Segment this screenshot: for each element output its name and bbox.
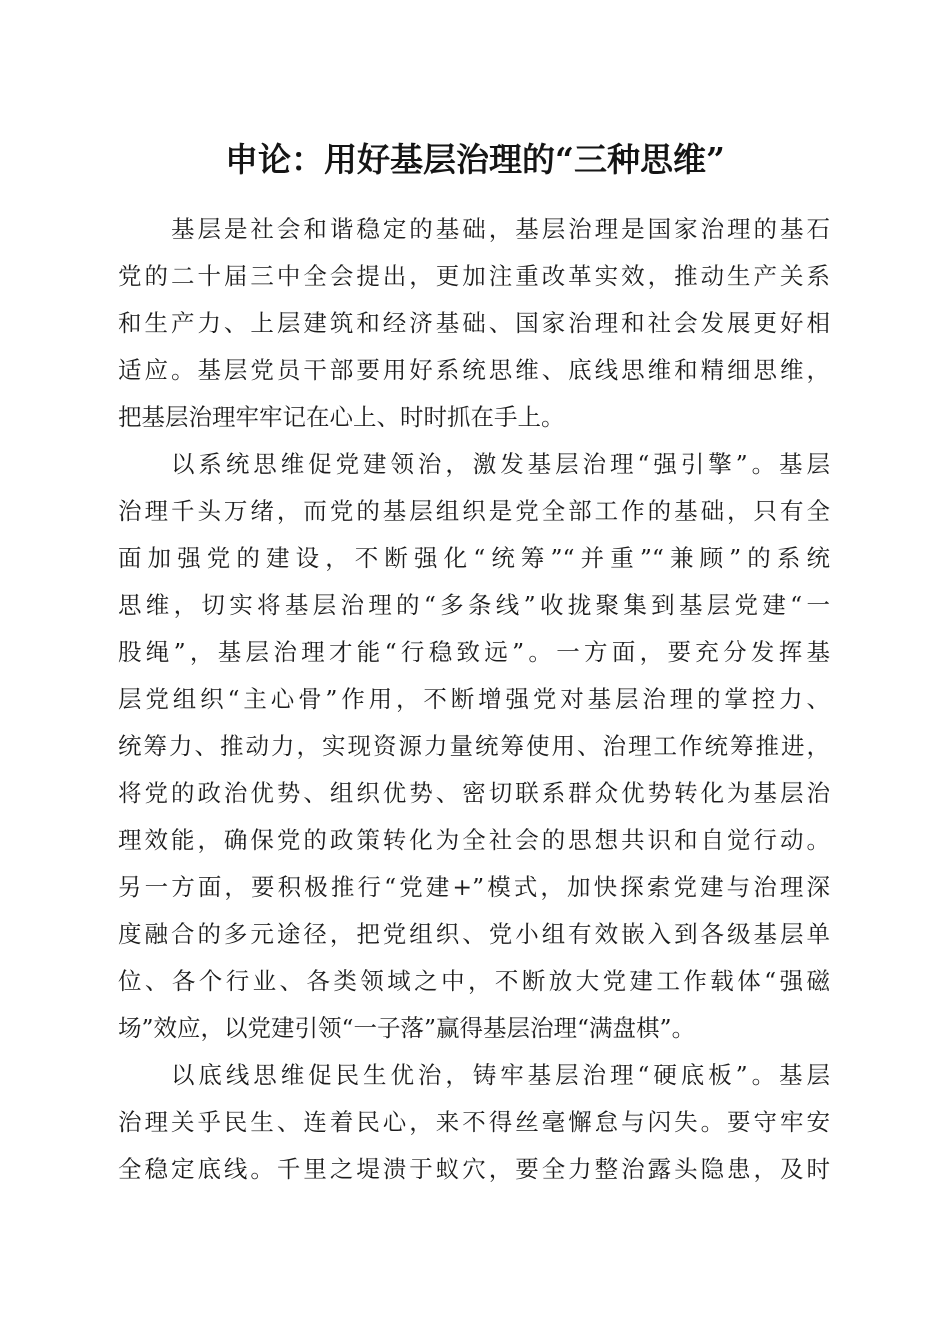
text-line: 治理千头万绪，而党的基层组织是党全部工作的基础，只有全	[118, 497, 830, 525]
text-line: 面加强党的建设，不断强化“统筹”“并重”“兼顾”的系统	[118, 544, 830, 572]
text-line: 层党组织“主心骨”作用，不断增强党对基层治理的掌控力、	[118, 685, 830, 713]
text-line: 度融合的多元途径，把党组织、党小组有效嵌入到各级基层单	[118, 920, 830, 948]
text-line: 将党的政治优势、组织优势、密切联系群众优势转化为基层治	[118, 779, 830, 807]
text-line: 基层是社会和谐稳定的基础，基层治理是国家治理的基石	[171, 215, 830, 243]
paragraph-2	[118, 441, 830, 1052]
text-line: 治理关乎民生、连着民心，来不得丝毫懈怠与闪失。要守牢安	[118, 1108, 830, 1136]
text-line: 把基层治理牢牢记在心上、时时抓在手上。	[118, 403, 565, 431]
text-line: 思维，切实将基层治理的“多条线”收拢聚集到基层党建“一	[118, 591, 830, 619]
text-line: 以底线思维促民生优治，铸牢基层治理“硬底板”。基层	[171, 1061, 830, 1089]
text-line: 场”效应，以党建引领“一子落”赢得基层治理“满盘棋”。	[118, 1014, 696, 1042]
text-line: 位、各个行业、各类领域之中，不断放大党建工作载体“强磁	[118, 967, 830, 995]
text-line: 统筹力、推动力，实现资源力量统筹使用、治理工作统筹推进，	[118, 732, 830, 760]
text-line: 全稳定底线。千里之堤溃于蚁穴，要全力整治露头隐患，及时	[118, 1155, 830, 1183]
document-title: 申论：用好基层治理的“三种思维”	[225, 140, 725, 179]
text-line: 另一方面，要积极推行“党建+”模式，加快探索党建与治理深	[118, 873, 830, 901]
text-line: 党的二十届三中全会提出，更加注重改革实效，推动生产关系	[118, 262, 830, 290]
text-line: 适应。基层党员干部要用好系统思维、底线思维和精细思维，	[118, 356, 830, 384]
document-body	[118, 206, 830, 1193]
text-line: 股绳”，基层治理才能“行稳致远”。一方面，要充分发挥基	[118, 638, 830, 666]
text-line: 理效能，确保党的政策转化为全社会的思想共识和自觉行动。	[118, 826, 830, 854]
text-line: 和生产力、上层建筑和经济基础、国家治理和社会发展更好相	[118, 309, 830, 337]
paragraph-1	[118, 206, 830, 441]
paragraph-3	[118, 1052, 830, 1193]
text-line: 以系统思维促党建领治，激发基层治理“强引擎”。基层	[171, 450, 830, 478]
